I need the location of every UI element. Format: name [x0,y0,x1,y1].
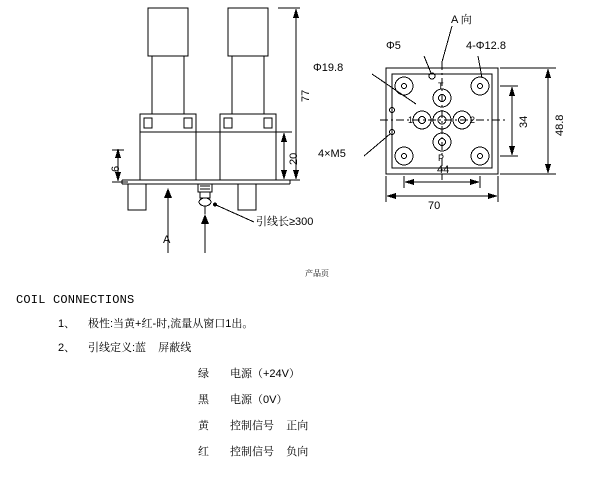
wire-desc-2: 控制信号 正向 [230,420,309,432]
label-port-t: T [438,81,444,91]
wire-color-3: 红 [198,446,209,458]
wire-desc-0: 电源（+24V） [230,368,300,380]
label-port-p: P [438,153,445,163]
label-flange-height: 6 [110,165,122,172]
label-dia-small: Φ5 [386,40,401,52]
wire-desc-3: 控制信号 负向 [230,446,309,458]
label-section-direction: A 向 [451,14,472,26]
label-lead-note: 引线长≥300 [256,216,314,228]
coil-connections-heading: COIL CONNECTIONS [16,293,135,307]
label-threads-4: 4×M5 [318,148,346,160]
label-dia-center: Φ19.8 [313,62,344,74]
wire-color-0: 绿 [198,368,209,380]
label-body-height: 20 [288,152,300,165]
label-section-arrow-left: A [163,234,171,246]
wire-desc-1: 电源（0V） [230,394,288,406]
note-2-number: 2、 [58,342,76,354]
label-port-2: 2 [470,115,476,125]
label-bottom-note: 产品页 [305,269,329,278]
note-2-text: 引线定义:蓝 屏蔽线 [88,342,192,354]
label-width-overall: 70 [428,200,441,212]
label-height-right-inner: 34 [518,115,530,128]
wire-color-1: 黑 [198,394,209,406]
label-height-total: 77 [300,89,312,102]
label-height-right-overall: 48.8 [554,114,566,136]
wire-color-2: 黄 [198,420,209,432]
note-1-number: 1、 [58,318,76,330]
note-1-text: 极性:当黄+红-时,流量从窗口1出。 [88,318,254,330]
label-holes-4: 4-Φ12.8 [466,40,506,52]
label-port-1: 1 [408,115,414,125]
label-width-inner: 44 [437,164,450,176]
